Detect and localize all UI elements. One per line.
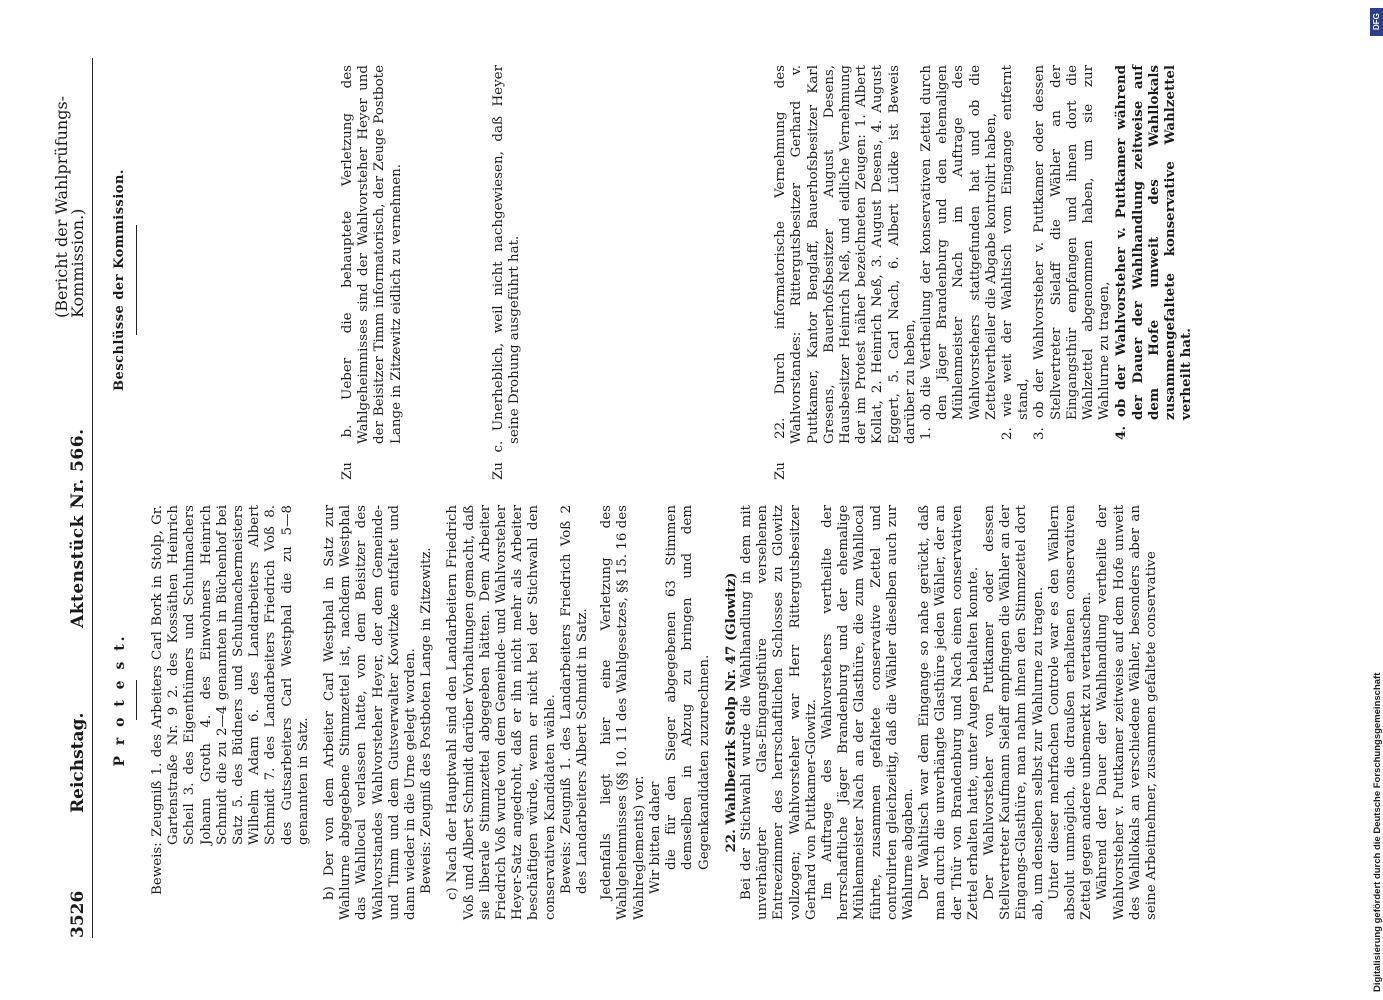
section-22-paragraph-6: Während der Dauer der Wahlhandlung vertheilte der Wahlvorsteher v. Puttkamer zeitweise auf dem Hofe unweit des Wahllokals an verschiedene Wähler, besonders aber an seine Arbeitnehmer, zusammen gefaltete conservative [1095,505,1159,920]
title-underline [136,680,137,720]
resolution-22-item-3: 3. ob der Wahlvorsteher v. Puttkamer oder dessen Stellvertreter Sielaff die Wähler an der Eingangsthür empfangen und ihnen dort die Wahlzettel abgenommen haben, um sie zur Wahlurne zu tragen, [1032,65,1113,440]
header-subtitle: (Bericht der Wahlprüfungs-Kommission.) [51,95,87,318]
left-column [150,505,1160,920]
resolution-c: Zu c. Unerheblich, weil nicht nachgewiesen, daß Heyer seine Drohung ausgeführt hat. [490,65,523,480]
paragraph-b-beweis: Beweis: Zeugniß des Postboten Lange in Zitzewitz. [419,547,435,894]
resolution-22-item-4: 4. ob der Wahlvorsteher v. Puttkamer während der Dauer der Wahlhandlung zeitweise auf dem Hofe unweit des Wahllokals zusammengefaltete konservative Wahlzettel verheilt hat. [1113,65,1195,440]
commission-title-text: Beschlüsse der Kommission. [112,169,127,391]
paragraph-bitten-detail: die für den Sieger abgegebenen 63 Stimmen demselben in Abzug zu bringen und dem Gegenkandidaten zuzurechnen. [664,505,712,870]
dfg-logo: DFG [1370,8,1383,36]
commission-title [112,120,137,440]
page-number: 3526 [67,890,88,938]
section-22-heading: 22. Wahlbezirk Stolp Nr. 47 (Glowitz) [722,572,739,853]
commission-title-underline [136,225,137,335]
digitization-credit: Digitalisierung gefördert durch die Deutsche Forschungsgemeinschaft [1372,672,1383,992]
resolution-22-item-1: 1. ob die Vertheilung der konservativen Zettel durch den Jäger Brandenburg und den ehemaligen Mühlenmeister Nach im Auftrage des Wahlvorstehers stattgefunden hat und ob die Zettelvertheiler die Abgabe kontrolirt haben, [919,65,999,440]
protest-title [112,550,137,850]
section-22-paragraph-2: Im Auftrage des Wahlvorstehers vertheilte der herrschaftliche Jäger Brandenburg und der ehemalige Mühlenmeister Nach an der Glasthüre, die zum Wahllocal führte, zusammen gefaltete conservative Zettel und controlirten gleichzeitig, daß die Wähler dieselben auch zur Wahlurne abgaben. [819,505,916,920]
section-22-paragraph-5: Unter dieser mehrfachen Controle war es den Wählern absolut unmöglich, die draußen erhaltenen conservativen Zettel gegen andere unbemerkt zu vertauschen. [1046,505,1095,920]
paragraph-b: b) Der von dem Arbeiter Carl Westphal in Satz zur Wahlurne abgegebene Stimmzettel ist, nachdem Westphal das Wahllocal verlassen hatte, von dem Beisitzer des Wahlvorstandes Wahlvorsteher Heyer, der dem Gemeinde- und Timm und dem Gutsverwalter Kowitzke entfaltet und dann wieder in die Urne gelegt worden. [322,505,419,920]
header-rule [92,58,93,938]
protest-title-text: P r o t e s t. [112,633,128,767]
paragraph-c-beweis: Beweis: Zeugniß 1. des Landarbeiters Friedrich Voß 2 des Landarbeiters Albert Schmidt in Satz. [558,505,591,894]
page-header [51,58,88,938]
section-22-paragraph-3: Der Wahltisch war dem Eingange so nahe gerückt, daß man durch die unverhängte Glasthüre jeden Wähler, der an der Thür von Brandenburg und Nach einen conservativen Zettel erhalten hatte, unter Augen behalten konnte. [917,505,981,920]
document-number: Aktenstück Nr. 566. [67,428,88,628]
paragraph-bitten: Wir bitten daher [647,781,663,894]
session-label: Reichstag. [67,712,88,813]
paragraph-c: c) Nach der Hauptwahl sind den Landarbeitern Friedrich Voß und Albert Schmidt darüber Vorhaltungen gemacht, daß sie liberale Stimmzettel abgegeben hätten. Dem Arbeiter Friedrich Voß wurde von dem Gemeinde- und Wahlvorsteher Heyer-Satz angedroht, daß er ihn nicht mehr als Arbeiter beschäftigen würde, wenn er nicht bei der Stichwahl den conservativen Kandidaten wähle. [445,505,558,920]
resolution-22: Zu 22. Durch informatorische Vernehmung des Wahlvorstandes: Rittergutsbesitzer Gerhard v. Puttkamer, Kantor Benglaff, Bauerhofsbesitzer Karl Gresens, Bauerhofsbesitzer August Desens, Hausbesitzer Heinrich Neß, und eidliche Vernehmung der im Protest näher bezeichneten Zeugen: 1. Albert Kollat, 2. Heinrich Neß, 3. August Desens, 4. August Eggert, 5. Carl Nach, 6. Albert Lüdke ist Beweis darüber zu heben, [773,65,918,480]
section-22-paragraph-1: Bei der Stichwahl wurde die Wahlhandlung in dem mit unverhängter Glas-Eingangsthüre versehenen Entreezimmer des herrschaftlichen Schlosses zu Glowitz vollzogen; Wahlvorsteher war Herr Rittergutsbesitzer Gerhard von Puttkamer-Glowitz. [738,505,819,920]
right-column [340,65,1195,480]
beweis-paragraph: Beweis: Zeugniß 1. des Arbeiters Carl Bork in Stolp, Gr. Gartenstraße Nr. 9 2. des Kossäthen Heinrich Scheil 3. des Eigenthümers und Schuhmachers Johann Groth 4. des Einwohners Heinrich Schmidt die zu 2—4 genannten in Büchenhof bei Satz 5. des Büdners und Schuhmachermeisters Wilhelm Adam 6. des Landarbeiters Albert Schmidt 7. des Landarbeiters Friedrich Voß 8. des Gutsarbeiters Carl Westphal die zu 5—8 genannten in Satz. [150,505,311,895]
resolution-22-item-2: 2. wie weit der Wahltisch vom Eingange entfernt stand, [1000,65,1032,440]
resolution-b: Zu b. Ueber die behauptete Verletzung des Wahlgeheimnisses sind der Wahlvorsteher Heyer und der Beisitzer Timm informatorisch, der Zeuge Postbote Lange in Zitzewitz eidlich zu vernehmen. [340,65,404,480]
section-22-paragraph-4: Der Wahlvorsteher von Puttkamer oder dessen Stellvertreter Kaufmann Sielaff empfingen die Wähler an der Eingangs-Glasthüre, man nahm ihnen den Stimmzettel dort ab, um denselben selbst zur Wahlurne zu tragen. [981,505,1046,920]
paragraph-jedenfalls: Jedenfalls liegt hier eine Verletzung des Wahlgeheimnisses (§§ 10. 11 des Wahlgesetzes, §§ 15. 16 des Wahlreglements) vor. [599,505,647,920]
